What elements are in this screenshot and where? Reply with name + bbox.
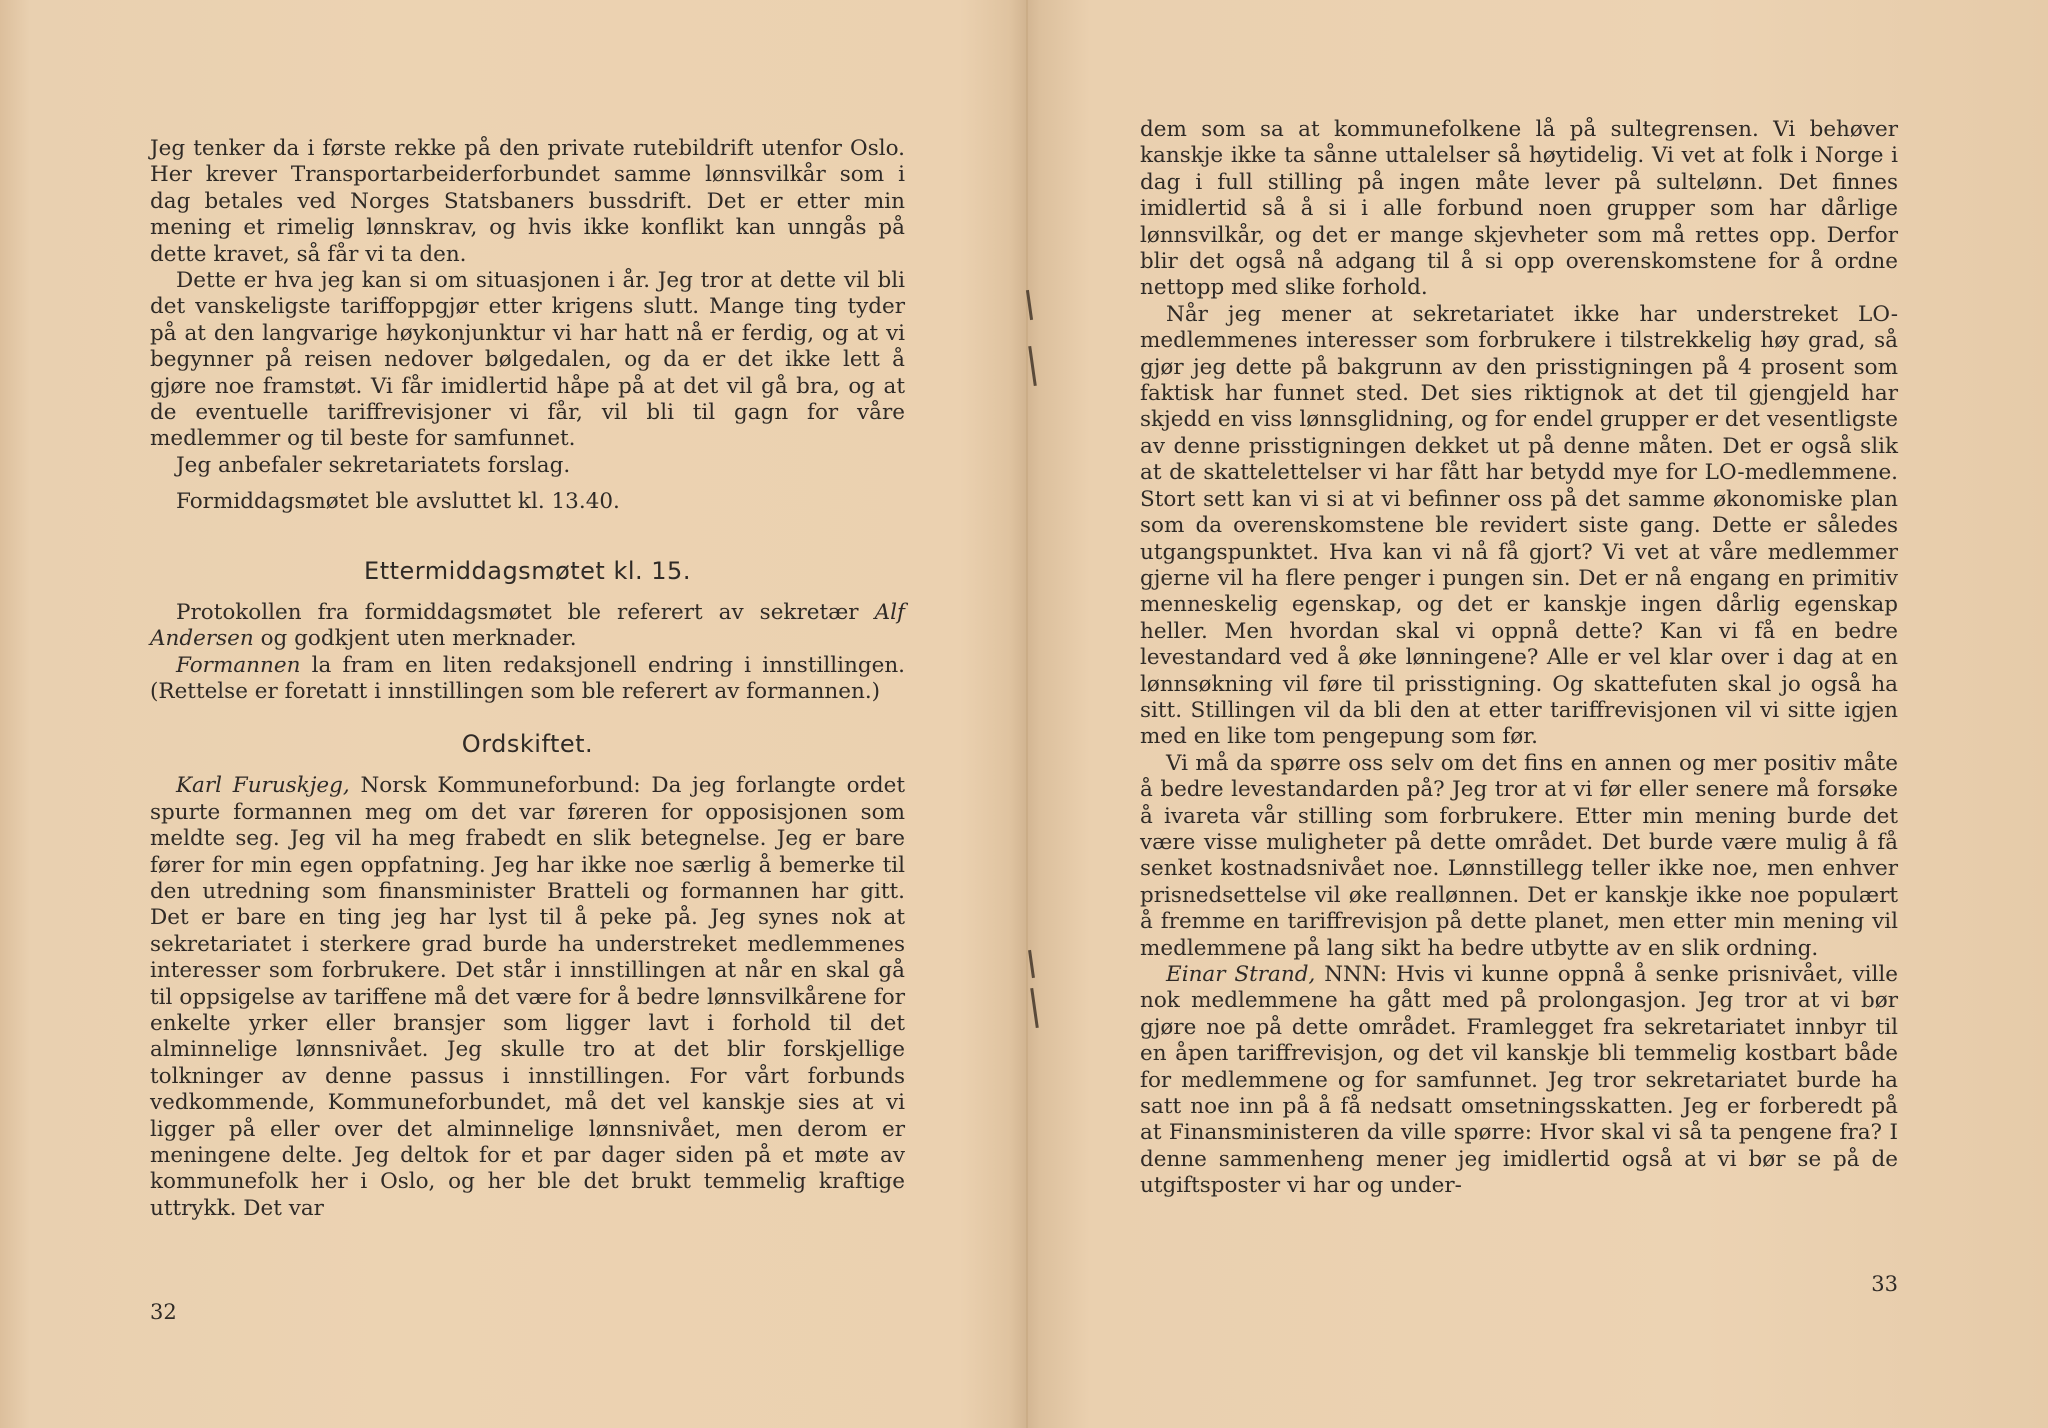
paragraph: Formiddagsmøtet ble avsluttet kl. 13.40. [176, 489, 620, 515]
text: la fram en liten redaksjonell endring i innstillingen. (Rettelse er foretatt i innstillingen som ble referert av formannen.) [150, 652, 905, 704]
paragraph-protocol [150, 600, 905, 653]
speech-text: Norsk Kommuneforbund: Da jeg forlangte ordet spurte formannen meg om det var føreren for opposisjonen som meldte seg. Jeg vil ha meg frabedt en slik betegnelse. Jeg er bare fører for min egen oppfatning. Jeg har ikke noe særlig å bemerke til den utredning som finansminister Bratteli og formannen har gitt. Det er bare en ting jeg har lyst til å peke på. Jeg synes nok at sekretariatet i sterkere grad burde ha understreket medlemmenes interesser som forbrukere. Det står i innstillingen at når en skal gå til oppsigelse av tariffene må det være for å bedre lønnsvilkårene for enkelte yrker eller bransjer som ligger lavt i forhold til det alminnelige lønnsnivået. Jeg skulle tro at det blir forskjellige tolkninger av denne passus i innstillingen. For vårt forbunds vedkommende, Kommuneforbundet, må det vel kanskje sies at vi ligger på eller over det alminnelige lønnsnivået, men derom er meningene delte. Jeg deltok for et par dager siden på et møte av kommunefolk her i Oslo, og her ble det brukt temmelig kraftige uttrykk. Det var [150, 773, 905, 1221]
section-heading-debate: Ordskiftet. [461, 730, 594, 759]
paragraph-speaker [150, 773, 905, 1222]
left-page [150, 0, 905, 1428]
right-page-text [1140, 117, 1898, 1200]
text: og godkjent uten merknader. [253, 626, 577, 652]
binding-stitch-bottom [1028, 950, 1035, 978]
speech-text: NNN: Hvis vi kunne oppnå å senke prisnivået, ville nok medlemmene ha gått med på prolongasjon. Jeg tror at vi bør gjøre noe på dette området. Framlegget fra sekretariatet innbyr til en åpen tariffrevisjon, og det vil kanskje bli temmelig kostbart både for medlemmene og for samfunnet. Jeg tror sekretariatet burde ha satt noe inn på å få nedsatt omsetningsskatten. Jeg er forberedt på at Finansministeren da ville spørre: Hvor skal vi så ta pengene fra? I denne sammenheng mener jeg imidlertid også at vi bør se på de utgiftsposter vi har og under- [1140, 962, 1898, 1199]
right-page [1140, 0, 1898, 1428]
binding-stitch-bottom-lower [1030, 988, 1039, 1028]
text: Protokollen fra formiddagsmøtet ble referert av sekretær [176, 599, 875, 625]
page-number: 32 [150, 1300, 177, 1324]
paragraph: Når jeg mener at sekretariatet ikke har understreket LO-medlemmenes interesser som forbrukere i tilstrekkelig høy grad, så gjør jeg dette på bakgrunn av den prisstigningen på 4 prosent som faktisk har funnet sted. Det sies riktignok at det til gjengjeld har skjedd en viss lønnsglidning, og for endel grupper er det vesentligste av denne prisstigningen dekket ut på denne måten. Det er også slik at de skattelettelser vi har fått har betydd mye for LO-medlemmene. Stort sett kan vi si at vi befinner oss på det samme økonomiske plan som da overenskomstene ble revidert siste gang. Dette er således utgangspunktet. Hva kan vi nå få gjort? Vi vet at våre medlemmer gjerne vil ha flere penger i pungen sin. Det er nå engang en primitiv menneskelig egenskap, og det er kanskje ingen dårlig egenskap heller. Men hvordan skal vi oppnå dette? Kan vi få en bedre levestandard ved å øke lønningene? Alle er vel klar over i dag at en lønnsøkning vil føre til prisstigning. Og skattefuten skal jo også ha sitt. Stillingen vil da bli den at etter tariffrevisjonen vil vi sitte igjen med en like tom pengepung som før. [1140, 301, 1898, 750]
speaker-name: Einar Strand, [1166, 962, 1316, 987]
speaker-name: Karl Furuskjeg, [176, 773, 350, 799]
person-name: Alf Andersen [150, 599, 905, 652]
paragraph: Jeg anbefaler sekretariatets forslag. [176, 452, 571, 478]
paragraph: Vi må da spørre oss selv om det fins en annen og mer positiv måte å bedre levestandarden på? Jeg tror at vi før eller senere må forsøke å ivareta vår stilling som forbrukere. Etter min mening burde det være visse muligheter på dette området. Det burde være mulig å få senket kostnadsnivået noe. Lønnstillegg teller ikke noe, men enhver prisnedsettelse vil øke reallønnen. Det er kanskje ikke noe populært å fremme en tariffrevisjon på dette planet, men etter min mening vil medlemmene på lang sikt ha bedre utbytte av en slik ordning. [1140, 750, 1898, 961]
paragraph-chairman [150, 653, 905, 706]
book-gutter [1026, 0, 1028, 1428]
binding-stitch-top-lower [1028, 346, 1037, 386]
paragraph: Dette er hva jeg kan si om situasjonen i år. Jeg tror at dette vil bli det vanskeligste tariffoppgjør etter krigens slutt. Mange ting tyder på at den langvarige høykonjunktur vi har hatt nå er ferdig, og at vi begynner på reisen nedover bølgedalen, og da er det ikke lett å gjøre noe framstøt. Vi får imidlertid håpe på at det vil gå bra, og at de eventuelle tariffrevisjoner vi får, vil bli til gagn for våre medlemmer og til beste for samfunnet. [150, 268, 905, 452]
paragraph-speaker [1140, 962, 1898, 1200]
left-page-text [150, 136, 905, 1222]
person-name: Formannen [176, 652, 301, 678]
paragraph: dem som sa at kommunefolkene lå på sultegrensen. Vi behøver kanskje ikke ta sånne uttalelser så høytidelig. Vi vet at folk i Norge i dag i full stilling på ingen måte lever på sultelønn. Det finnes imidlertid så å si i alle forbund noen grupper som har dårlige lønnsvilkår, og det er mange skjevheter som må rettes opp. Derfor blir det også nå adgang til å si opp overenskomstene for å ordne nettopp med slike forhold. [1140, 117, 1898, 301]
page-number: 33 [1871, 1272, 1898, 1296]
paragraph: Jeg tenker da i første rekke på den private rutebildrift utenfor Oslo. Her krever Transportarbeiderforbundet samme lønnsvilkår som i dag betales ved Norges Statsbaners bussdrift. Det er etter min mening et rimelig lønnskrav, og hvis ikke konflikt kan unngås på dette kravet, så får vi ta den. [150, 136, 905, 267]
section-heading-afternoon: Ettermiddagsmøtet kl. 15. [364, 556, 691, 585]
